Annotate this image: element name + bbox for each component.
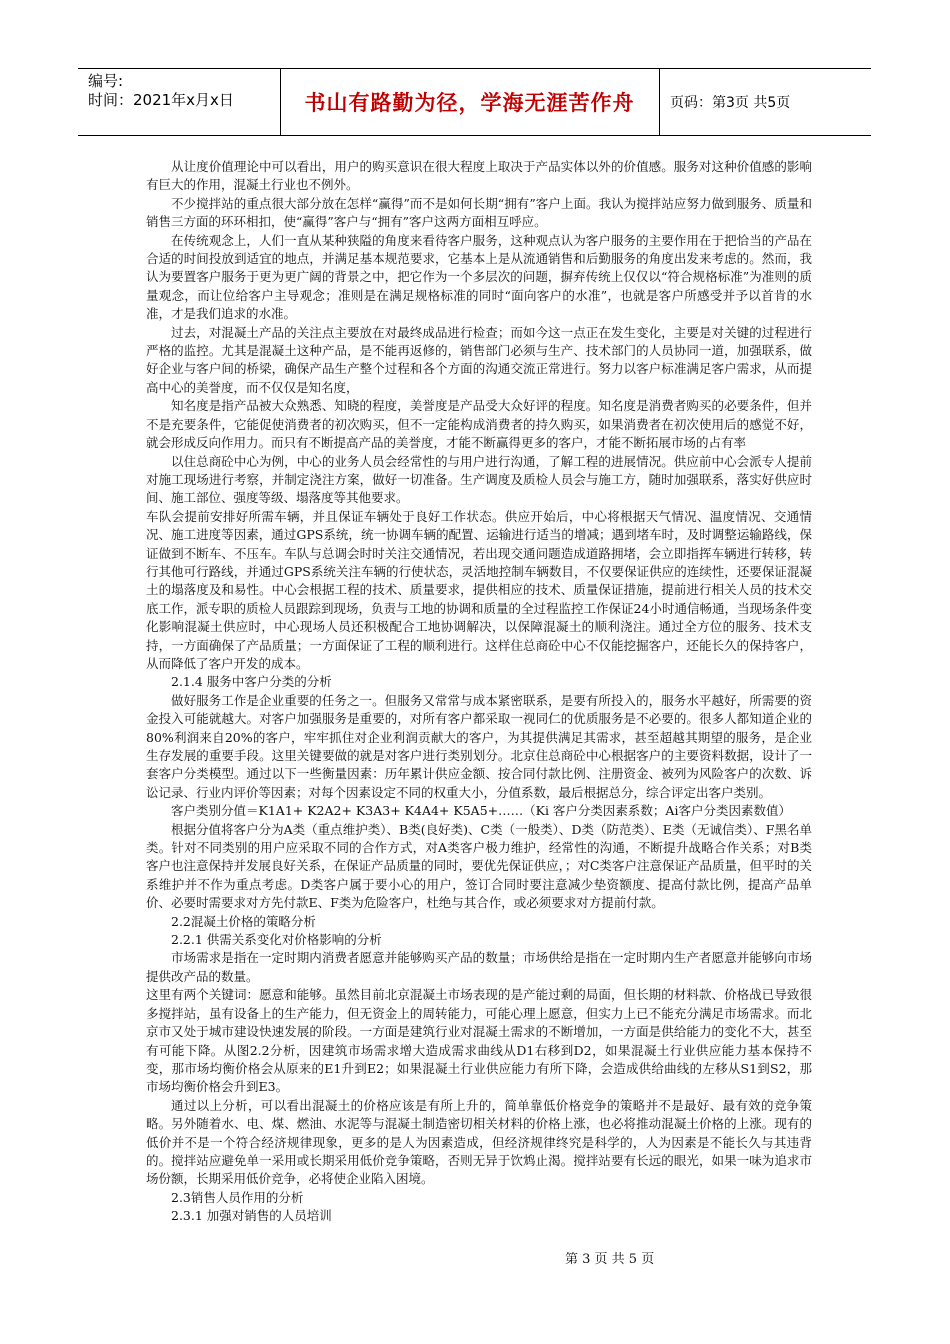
page-footer: 第 3 页 共 5 页 — [565, 1252, 655, 1267]
header-number-label: 编号: — [88, 72, 124, 90]
section-heading: 2.3.1 加强对销售的人员培训 — [171, 1208, 332, 1224]
paragraph: 从让度价值理论中可以看出，用户的购买意识在很大程度上取决于产品实体以外的价值感。服务对这种价值感的影响有巨大的作用，混凝土行业也不例外。 — [146, 159, 812, 193]
paragraph: 过去，对混凝土产品的关注点主要放在对最终成品进行检查；而如今这一点正在发生变化，主要是对关键的过程进行严格的监控。尤其是混凝土这种产品，是不能再返修的，销售部门必须与生产、技术部门的人员协同一道，加强联系，做好企业与客户间的桥梁，确保产品生产整个过程和各个方面的沟通交流正常进行。努力以客户标准满足客户需求，从而提高中心的美誉度，而不仅仅是知名度， — [146, 324, 812, 395]
paragraph: 做好服务工作是企业重要的任务之一。但服务又常常与成本紧密联系，是要有所投入的，服务水平越好，所需要的资金投入可能就越大。对客户加强服务是重要的，对所有客户都采取一视同仁的优质服务是不必要的。很多人都知道企业的80%利润来自20%的客户，牢牢抓住对企业利润贡献大的客户，为其提供满足其需求，甚至超越其期望的服务，是企业生存发展的重要手段。这里关键要做的就是对客户进行类别划分。北京住总商砼中心根据客户的主要资料数据，设计了一套客户分类模型。通过以下一些衡量因素：历年累计供应金额、按合同付款比例、注册资金、被列为风险客户的次数、诉讼记录、行业内评价等因素；对每个因素设定不同的权重大小，分值系数，最后根据总分，综合评定出客户类别。 — [146, 692, 812, 800]
header-motto: 书山有路勤为径，学海无涯苦作舟 — [304, 91, 635, 115]
paragraph: 市场需求是指在一定时期内消费者愿意并能够购买产品的数量；市场供给是指在一定时期内生产者愿意并能够向市场提供改产品的数量。 — [146, 950, 812, 984]
header-meta — [88, 72, 234, 110]
paragraph: 知名度是指产品被大众熟悉、知晓的程度，美誉度是产品受大众好评的程度。知名度是消费者购买的必要条件，但并不是充要条件，它能促使消费者的初次购买，但不一定能构成消费者的持久购买，如果消费者在初次使用后的感觉不好，就会形成反向作用力。而只有不断提高产品的美誉度，才能不断赢得更多的客户，才能不断拓展市场的占有率 — [146, 398, 812, 451]
paragraph: 车队会提前安排好所需车辆，并且保证车辆处于良好工作状态。供应开始后，中心将根据天气情况、温度情况、交通情况、施工进度等因素，通过GPS系统，统一协调车辆的配置、运输进行适当的增减；遇到堵车时，及时调整运输路线，保证做到不断车、不压车。车队与总调会时时关注交通情况，若出现交通问题造成道路拥堵，会立即指挥车辆进行转移，转行其他可行路线，并通过GPS系统关注车辆的行使状态，灵活地控制车辆数目，不仅要保证供应的连续性，还要保证混凝土的塌落度及和易性。中心会根据工程的技术、质量要求，提供相应的技术、质量保证措施，提前进行相关人员的技术交底工作，派专职的质检人员跟踪到现场，负责与工地的协调和质量的全过程监控工作保证24小时通信畅通，当现场条件变化影响混凝土供应时，中心现场人员还积极配合工地协调解决，以保障混凝土的顺利浇注。通过全方位的服务、技术支持，一方面确保了产品质量；一方面保证了工程的顺利进行。这样住总商砼中心不仅能挖掘客户，还能长久的保持客户，从而降低了客户开发的成本。 — [146, 508, 812, 671]
page-header — [78, 68, 871, 136]
formula-paragraph: 客户类别分值＝K1A1+ K2A2+ K3A3+ K4A4+ K5A5+……（Ki 客户分类因素系数；Ai客户分类因素数值） — [171, 803, 791, 819]
paragraph: 这里有两个关键词：愿意和能够。虽然目前北京混凝土市场表现的是产能过剩的局面，但长期的材料款、价格战已导致很多搅拌站，虽有设备上的生产能力，但无资金上的周转能力，可能心理上愿意，但实力上已不能充分满足市场需求。而北京市又处于城市建设快速发展的阶段。一方面是建筑行业对混凝土需求的不断增加，一方面是供给能力的变化不大，甚至有可能下降。从图2.2分析，因建筑市场需求增大造成需求曲线从D1右移到D2，如果混凝土行业供应能力基本保持不变，那市场均衡价格会从原来的E1升到E2；如果混凝土行业供应能力有所下降，会造成供给曲线的左移从S1到S2，那市场均衡价格会升到E3。 — [146, 987, 812, 1095]
section-heading: 2.3销售人员作用的分析 — [171, 1189, 304, 1205]
paragraph: 不少搅拌站的重点很大部分放在怎样“赢得”而不是如何长期“拥有”客户上面。我认为搅拌站应努力做到服务、质量和销售三方面的环环相扣，使“赢得”客户与“拥有”客户这两方面相互呼应。 — [146, 195, 812, 230]
header-divider-right — [659, 68, 660, 136]
paragraph: 以住总商砼中心为例，中心的业务人员会经常性的与用户进行沟通，了解工程的进展情况。供应前中心会派专人提前对施工现场进行考察，并制定浇注方案，做好一切准备。生产调度及质检人员会与施工方，随时加强联系，落实好供应时间、施工部位、强度等级、塌落度等其他要求。 — [146, 453, 812, 506]
paragraph: 在传统观念上，人们一直从某种狭隘的角度来看待客户服务，这种观点认为客户服务的主要作用在于把恰当的产品在合适的时间投放到适宜的地点，并满足基本规范要求，它基本上是从流通销售和后勤服务的角度出发来考虑的。然而，我认为要置客户服务于更为更广阔的背景之中，把它作为一个多层次的问题，摒弃传统上仅仅以“符合规格标准”为准则的质量观念，而让位给客户主导观念；准则是在满足规格标准的同时“面向客户的水准”，也就是客户所感受并予以首肯的水准，才是我们追求的水准。 — [146, 232, 812, 322]
paragraph: 通过以上分析，可以看出混凝土的价格应该是有所上升的，简单靠低价格竞争的策略并不是最好、最有效的竞争策略。另外随着水、电、煤、燃油、水泥等与混凝土制造密切相关材料的价格上涨，也必将推动混凝土价格的上涨。现有的低价并不是一个符合经济规律现象，更多的是人为因素造成，但经济规律终究是科学的，人为因素是不能长久与其违背的。搅拌站应避免单一采用或长期采用低价竞争策略，否则无异于饮鸩止渴。搅拌站要有长远的眼光，如果一味为追求市场份额，长期采用低价竞争，必将使企业陷入困境。 — [146, 1097, 812, 1187]
paragraph: 根据分值将客户分为A类（重点维护类）、B类(良好类)、C类（一般类）、D类（防范类）、E类（无诚信类）、F黑名单类。针对不同类别的用户应采取不同的合作方式，对A类客户极力维护，经常性的沟通，不断提升战略合作关系；对B类客户也注意保持并发展良好关系，在保证产品质量的同时，要优先保证供应，；对C类客户注意保证产品质量，但平时的关系维护并不作为重点考虑。D类客户属于要小心的用户，签订合同时要注意减少垫资额度、提高付款比例，提高产品单价、必要时需要求对方先付款E、F类为危险客户，杜绝与其合作，或必须要求对方提前付款。 — [146, 821, 812, 911]
document-body — [146, 158, 812, 1226]
header-time-label: 时间：2021年x月x日 — [88, 91, 234, 109]
section-heading: 2.2混凝土价格的策略分析 — [171, 913, 316, 929]
header-page-label: 页码：第3页 共5页 — [670, 95, 791, 111]
section-heading: 2.1.4 服务中客户分类的分析 — [171, 674, 332, 690]
section-heading: 2.2.1 供需关系变化对价格影响的分析 — [171, 932, 382, 948]
